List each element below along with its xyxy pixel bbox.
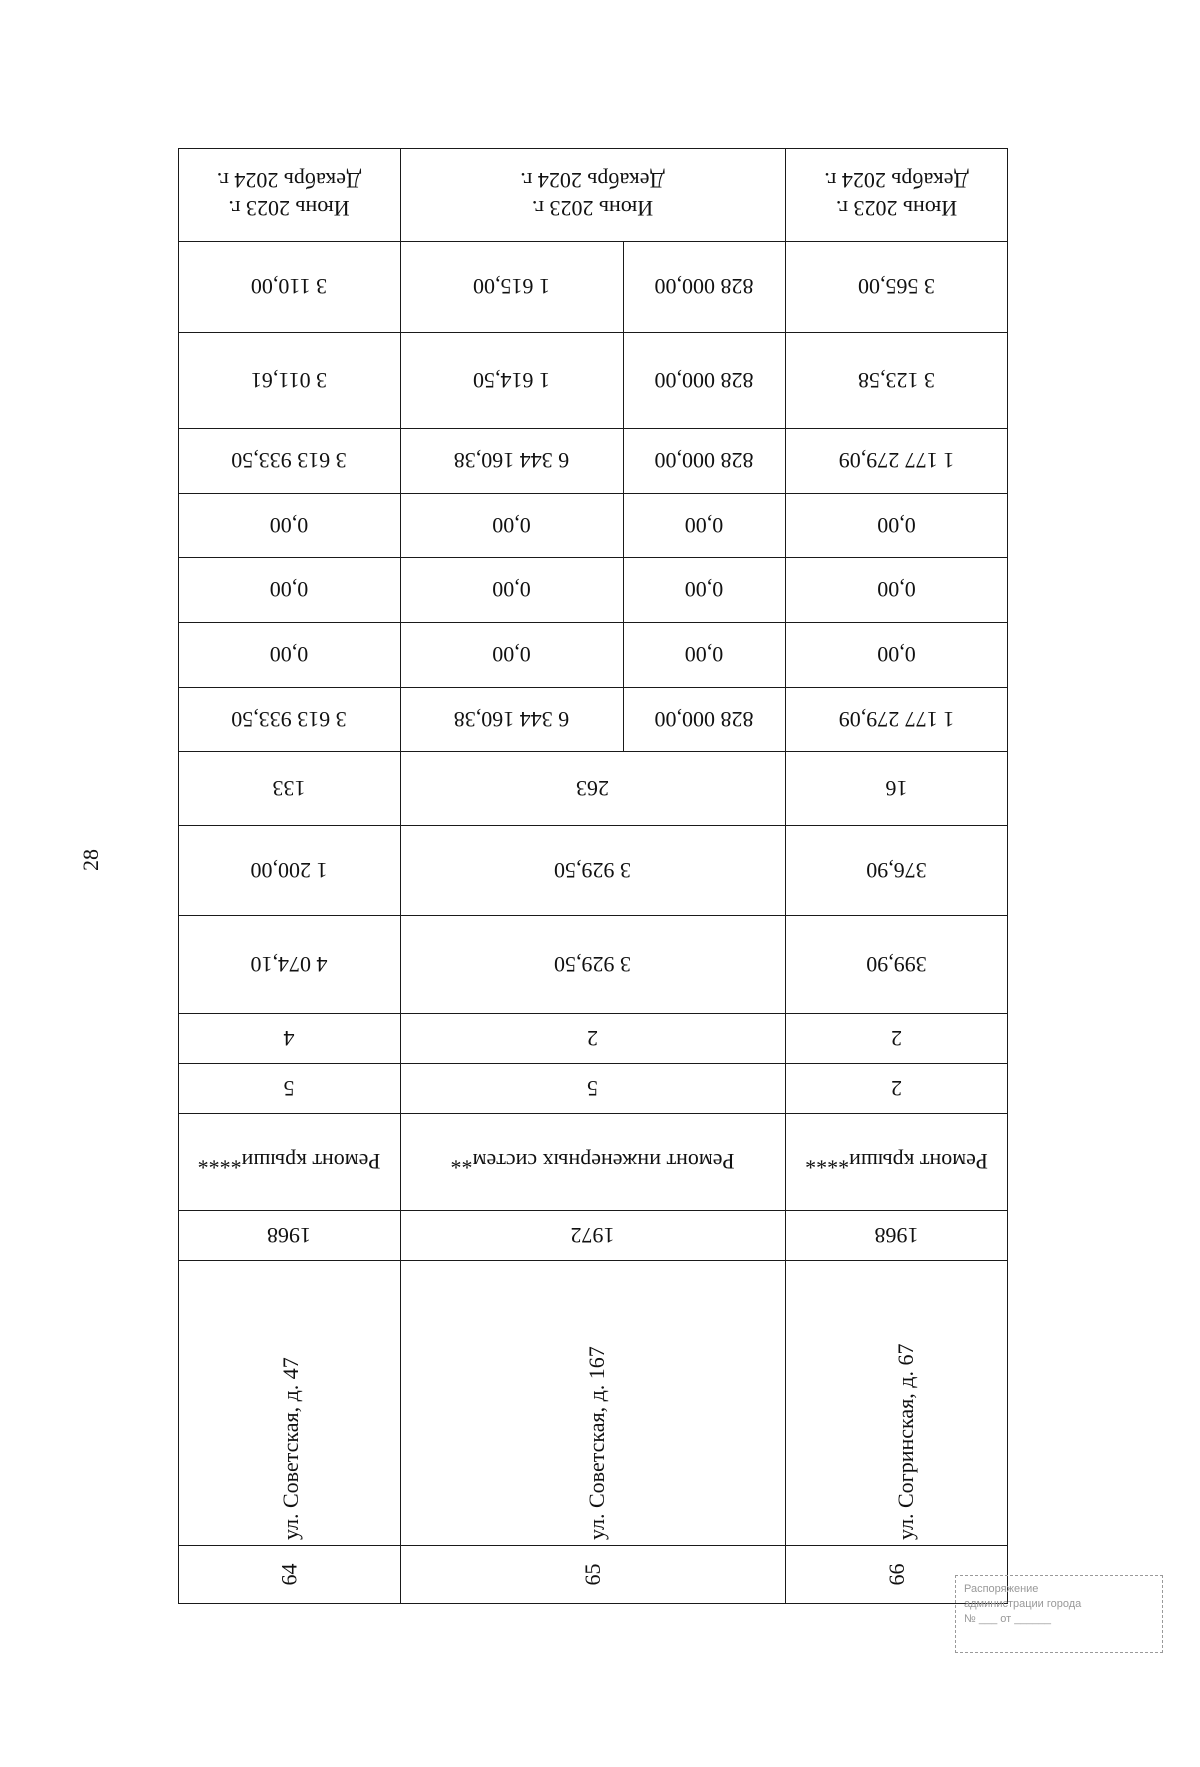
- deadline-end: Декабрь 2024 г.: [824, 168, 969, 194]
- cost-per-sqm-65b: 828 000,00: [654, 368, 754, 393]
- year-65: 1972: [570, 1223, 615, 1248]
- max-cost-per-sqm-65a: 1 615,00: [473, 274, 550, 300]
- stamp-line: администрации города: [964, 1597, 1082, 1610]
- fund-a-65a: 0,00: [492, 642, 531, 668]
- row-number-64: 64: [276, 1563, 301, 1586]
- own-funds-65b: 828 000,00: [654, 448, 754, 474]
- fund-b-65a: 0,00: [492, 577, 531, 603]
- year-64: 1968: [267, 1223, 311, 1248]
- own-funds-66: 1 177 279,09: [838, 448, 955, 474]
- year-66: 1968: [874, 1223, 919, 1248]
- max-cost-per-sqm-66: 3 565,00: [858, 274, 935, 300]
- cost-per-sqm-66: 3 123,58: [858, 368, 935, 393]
- deadline-65: [400, 148, 785, 241]
- fund-b-65b: 0,00: [684, 577, 724, 603]
- row-number-66: 66: [883, 1563, 909, 1586]
- address-65: ул. Советская, д. 167: [584, 1346, 609, 1540]
- work-type-65: Ремонт инженерных систем**: [450, 1149, 735, 1175]
- fund-a-64: 0,00: [269, 642, 309, 668]
- total-area-64: 4 074,10: [250, 952, 328, 977]
- entrances-64: 4: [283, 1026, 295, 1051]
- stamp-line: № ___ от ______: [964, 1612, 1051, 1625]
- work-type-64: Ремонт крыши****: [197, 1149, 381, 1175]
- living-area-64: 1 200,00: [250, 858, 328, 883]
- deadline-end: Декабрь 2024 г.: [216, 168, 362, 194]
- fund-c-64: 0,00: [269, 513, 309, 538]
- residents-64: 133: [272, 776, 306, 801]
- fund-a-65b: 0,00: [684, 642, 724, 668]
- total-cost-65b: 828 000,00: [654, 707, 754, 732]
- fund-a-66: 0,00: [877, 642, 916, 668]
- total-cost-66: 1 177 279,09: [838, 707, 955, 732]
- own-funds-64: 3 613 933,50: [231, 448, 347, 474]
- row-divider: [178, 1260, 1008, 1261]
- page-number: 28: [78, 849, 103, 871]
- max-cost-per-sqm-64: 3 110,00: [250, 274, 328, 300]
- total-cost-65a: 6 344 160,38: [453, 707, 570, 732]
- cost-per-sqm-64: 3 011,61: [250, 368, 328, 393]
- fund-c-65b: 0,00: [684, 513, 724, 538]
- fund-b-66: 0,00: [877, 577, 916, 603]
- deadline-start: Июнь 2023 г.: [531, 196, 654, 221]
- residents-65: 263: [576, 776, 609, 801]
- deadline-64: [178, 148, 400, 241]
- floors-65: 5: [587, 1076, 598, 1101]
- address-64: ул. Советская, д. 47: [278, 1357, 303, 1540]
- stamp-line: Распоряжение: [964, 1583, 1039, 1595]
- row-number-65: 65: [579, 1563, 605, 1586]
- total-area-66: 399,90: [866, 952, 927, 977]
- fund-c-65a: 0,00: [492, 513, 531, 538]
- entrances-66: 2: [891, 1026, 902, 1051]
- floors-64: 5: [283, 1076, 295, 1101]
- approval-stamp: [955, 1575, 1163, 1653]
- fund-b-64: 0,00: [269, 577, 309, 603]
- max-cost-per-sqm-65b: 828 000,00: [654, 274, 754, 300]
- total-cost-64: 3 613 933,50: [231, 707, 347, 732]
- floors-66: 2: [891, 1076, 902, 1101]
- work-type-66: Ремонт крыши****: [805, 1149, 988, 1175]
- living-area-65: 3 929,50: [554, 858, 631, 883]
- fund-c-66: 0,00: [877, 513, 916, 538]
- living-area-66: 376,90: [866, 858, 927, 883]
- address-66: ул. Согринская, д. 67: [893, 1343, 918, 1540]
- deadline-66: [785, 148, 1008, 241]
- own-funds-65a: 6 344 160,38: [453, 448, 570, 474]
- total-area-65: 3 929,50: [554, 952, 631, 977]
- deadline-end: Декабрь 2024 г.: [520, 168, 665, 194]
- deadline-start: Июнь 2023 г.: [835, 196, 958, 221]
- cost-per-sqm-65a: 1 614,50: [473, 368, 550, 393]
- residents-66: 16: [885, 776, 908, 801]
- entrances-65: 2: [587, 1026, 598, 1051]
- deadline-start: Июнь 2023 г.: [228, 196, 350, 221]
